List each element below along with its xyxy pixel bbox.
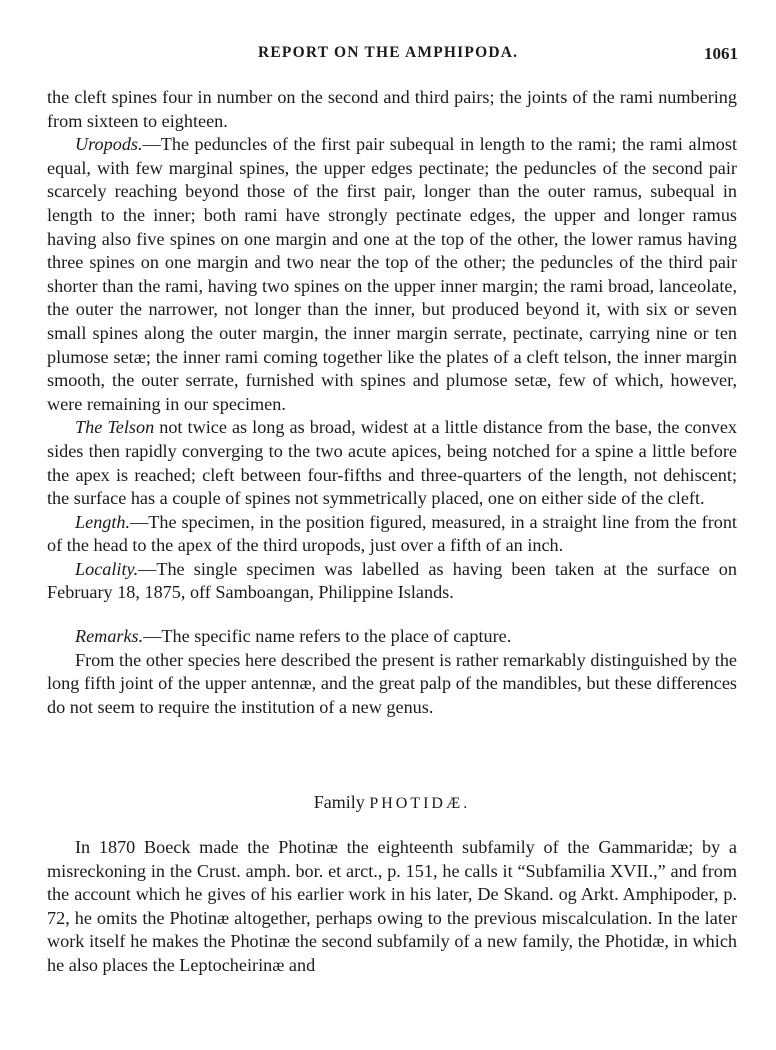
locality-label: Locality. [75, 558, 139, 579]
running-title: REPORT ON THE AMPHIPODA. [258, 44, 519, 61]
paragraph-text: the cleft spines four in number on the second and third pairs; the joints of the rami numbering from sixteen to eighteen. [47, 87, 737, 131]
paragraph-photidae [47, 836, 737, 978]
page-header [0, 44, 776, 68]
telson-label: The Telson [75, 417, 155, 438]
telson-text: not twice as long as broad, widest at a little distance from the base, the convex sides then rapidly converging to the two acute apices, being notched for a spine a little before the apex is reached; cleft between four-fifths and three-quarters of the length, not dehiscent; the surface has a couple of spines not symmetrically placed, one on either side of the cleft. [47, 417, 737, 509]
page-body [47, 86, 737, 978]
page-number: 1061 [704, 44, 738, 63]
paragraph-distinction [47, 649, 737, 720]
paragraph-uropods [47, 133, 737, 416]
family-heading [47, 791, 737, 816]
family-heading-prefix: Family [313, 792, 370, 813]
length-text: —The specimen, in the position figured, measured, in a straight line from the front of the head to the apex of the third uropods, just over a fifth of an inch. [47, 511, 737, 556]
paragraph-continuation [47, 86, 737, 133]
paragraph-remarks [47, 625, 737, 649]
uropods-label: Uropods. [75, 134, 143, 155]
paragraph-length [47, 511, 737, 558]
paragraph-telson [47, 416, 737, 510]
remarks-label: Remarks. [75, 626, 144, 647]
distinction-text: From the other species here described the present is rather remarkably distinguished by the long fifth joint of the upper antennæ, and the great palp of the mandibles, but these differences do not seem to require the institution of a new genus. [47, 649, 737, 717]
remarks-text: —The specific name refers to the place of capture. [143, 626, 512, 647]
uropods-text: —The peduncles of the first pair subequal in length to the rami; the rami almost equal, with few marginal spines, the upper edges pectinate; the peduncles of the second pair scarcely reaching beyond those of the first pair, longer than the outer ramus, subequal in length to the inner; both rami have strongly pectinate edges, the upper and longer ramus having also five spines on one margin and one at the top of the other, the lower ramus having three spines on one margin and two near the top of the other; the peduncles of the third pair shorter than the rami, having two spines on the upper inner margin; the rami broad, lanceolate, the outer the narrower, not longer than the inner, but produced beyond it, with six or seven small spines along the outer margin, the inner margin serrate, pectinate, carrying nine or ten plumose setæ; the inner rami coming together like the plates of a cleft telson, the inner margin smooth, the outer serrate, furnished with spines and plumose setæ, few of which, however, were remaining in our specimen. [47, 134, 737, 414]
family-heading-name: PHOTIDÆ. [369, 795, 471, 813]
paragraph-locality [47, 558, 737, 605]
length-label: Length. [75, 511, 131, 532]
photidae-text: In 1870 Boeck made the Photinæ the eighteenth subfamily of the Gammaridæ; by a misreckoning in the Crust. amph. bor. et arct., p. 151, he calls it “Subfamilia XVII.,” and from the account which he gives of his earlier work in his later, De Skand. og Arkt. Amphipoder, p. 72, he omits the Photinæ altogether, perhaps owing to the previous miscalculation. In the later work itself he makes the Photinæ the second subfamily of a new family, the Photidæ, in which he also places the Leptocheirinæ and [47, 837, 737, 975]
locality-text: —The single specimen was labelled as having been taken at the surface on February 18, 1875, off Samboangan, Philippine Islands. [47, 558, 737, 603]
